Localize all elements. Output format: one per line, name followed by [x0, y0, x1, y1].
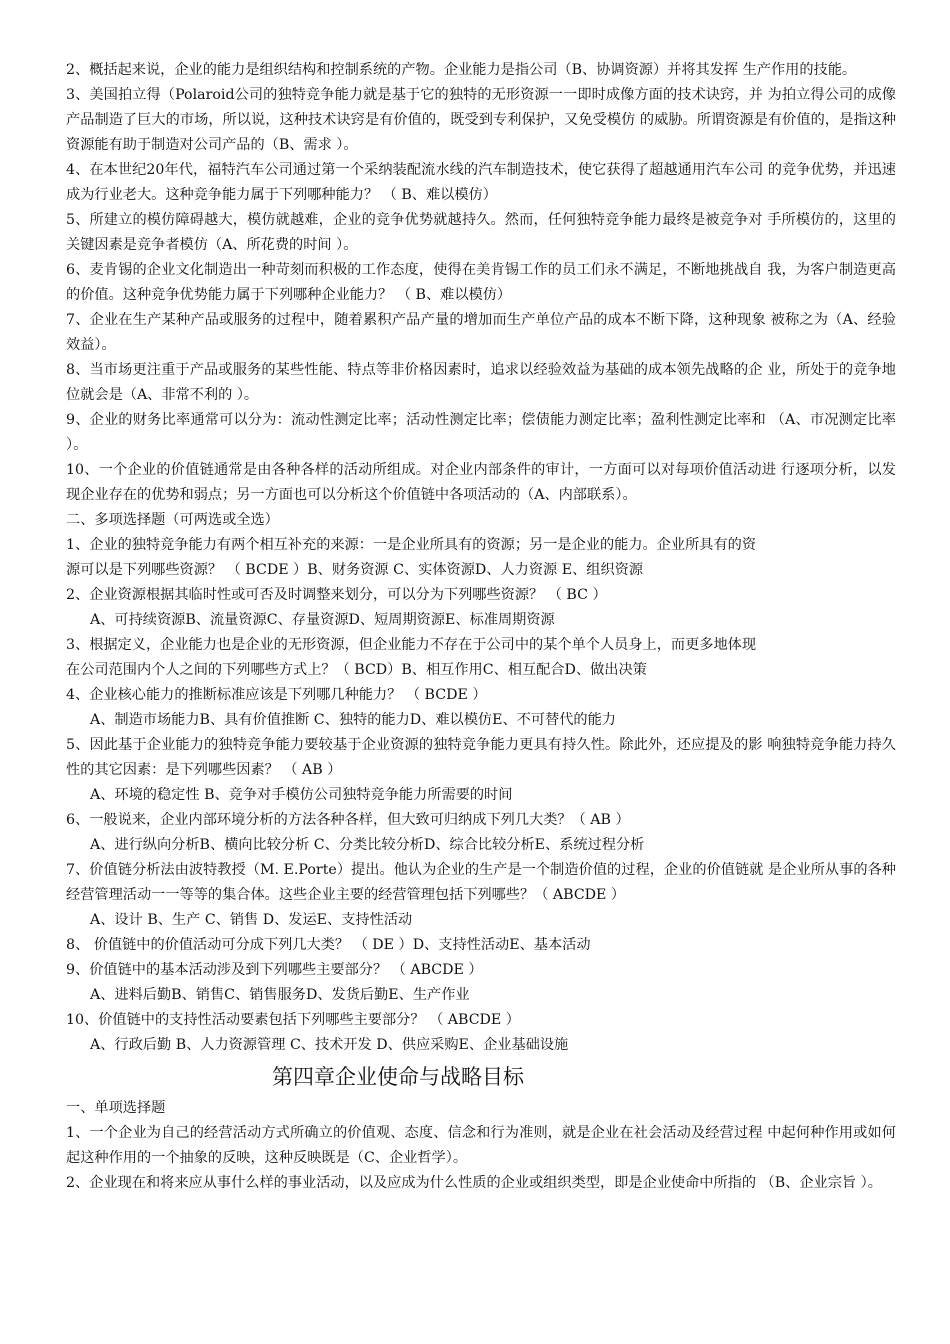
question-4: 4、在本世纪20年代，福特汽车公司通过第一个采纳装配流水线的汽车制造技术，使它获得了超越通用汽车公司 的竞争优势，并迅速成为行业老大。这种竞争能力属于下列哪种能力？ （ B、难以模仿） — [66, 162, 896, 203]
multi-q10: 10、价值链中的支持性活动要素包括下列哪些主要部分？ （ ABCDE ） — [66, 1012, 520, 1028]
multi-q4: 4、企业核心能力的推断标准应该是下列哪几种能力？ （ BCDE ） — [66, 687, 487, 703]
question-8: 8、当市场更注重于产品或服务的某些性能、特点等非价格因素时，追求以经验效益为基础的成本领先战略的企 业，所处于的竞争地位就会是（A、非常不利的 ）。 — [66, 362, 896, 403]
chapter4-sub-heading: 一、单项选择题 — [66, 1100, 166, 1116]
multi-q7: 7、价值链分析法由波特教授（M. E.Porte）提出。他认为企业的生产是一个制造价值的过程，企业的价值链就 是企业所从事的各种经营管理活动一一等等的集合体。这些企业主要的经营管理包括下列哪些？（ ABCDE ） — [66, 862, 896, 903]
multi-q5: 5、因此基于企业能力的独特竞争能力要较基于企业资源的独特竞争能力更具有持久性。除此外，还应提及的影 响独特竞争能力持久性的其它因素：是下列哪些因素？ （ AB ） — [66, 737, 896, 778]
multi-q7-options: A、设计 B、生产 C、销售 D、发运E、支持性活动 — [90, 912, 413, 928]
multi-q9-options: A、进料后勤B、销售C、销售服务D、发货后勤E、生产作业 — [90, 987, 470, 1003]
question-3: 3、美国拍立得（Polaroid公司的独特竞争能力就是基于它的独特的无形资源一一即时成像方面的技术诀窍，并 为拍立得公司的成像产品制造了巨大的市场，所以说，这种技术诀窍是有价值的，既受到专利保护，又免受模仿 的威胁。所谓资源是有价值的，是指这种资源能有助于制造对公司产品的（B、需求 ）。 — [66, 87, 896, 153]
multi-q8: 8、 价值链中的价值活动可分成下列几大类？ （ DE ）D、支持性活动E、基本活动 — [66, 937, 591, 953]
question-5: 5、所建立的模仿障碍越大，模仿就越难，企业的竞争优势就越持久。然而，任何独特竞争能力最终是被竞争对 手所模仿的，这里的关键因素是竞争者模仿（A、所花费的时间 ）。 — [66, 212, 896, 253]
multi-q9: 9、价值链中的基本活动涉及到下列哪些主要部分？ （ ABCDE ） — [66, 962, 483, 978]
multi-q3-line2: 在公司范围内个人之间的下列哪些方式上？（ BCD）B、相互作用C、相互配合D、做出决策 — [66, 662, 647, 678]
section-heading-multi: 二、多项选择题（可两选或全选） — [66, 512, 279, 528]
multi-q10-options: A、行政后勤 B、人力资源管理 C、技术开发 D、供应采购E、企业基础设施 — [90, 1037, 569, 1053]
question-10: 10、一个企业的价值链通常是由各种各样的活动所组成。对企业内部条件的审计，一方面可以对每项价值活动进 行逐项分析，以发现企业存在的优势和弱点；另一方面也可以分析这个价值链中各项活动的（A、内部联系）。 — [66, 462, 896, 503]
question-7: 7、企业在生产某种产品或服务的过程中，随着累积产品产量的增加而生产单位产品的成本不断下降，这种现象 被称之为（A、经验效益）。 — [66, 312, 896, 353]
multi-q2-options: A、可持续资源B、流量资源C、存量资源D、短周期资源E、标准周期资源 — [90, 612, 555, 628]
multi-q6: 6、一般说来，企业内部环境分析的方法各种各样，但大致可归纳成下列几大类？（ AB ） — [66, 812, 630, 828]
chapter4-question-1: 1、一个企业为自己的经营活动方式所确立的价值观、态度、信念和行为准则，就是企业在社会活动及经营过程 中起何种作用或如何起这种作用的一个抽象的反映，这种反映既是（C、企业哲学）。 — [66, 1125, 896, 1166]
multi-q6-options: A、进行纵向分析B、横向比较分析 C、分类比较分析D、综合比较分析E、系统过程分析 — [90, 837, 645, 853]
question-9: 9、企业的财务比率通常可以分为：流动性测定比率；活动性测定比率；偿债能力测定比率；盈利性测定比率和 （A、市况测定比率 ）。 — [66, 412, 896, 453]
document-page — [66, 58, 896, 1196]
chapter-title: 第四章企业使命与战略目标 — [272, 1065, 524, 1089]
multi-q4-options: A、制造市场能力B、具有价值推断 C、独特的能力D、难以模仿E、不可替代的能力 — [90, 712, 616, 728]
question-2: 2、概括起来说，企业的能力是组织结构和控制系统的产物。企业能力是指公司（B、协调资源）并将其发挥 生产作用的技能。 — [66, 62, 857, 78]
multi-q1-line1: 1、企业的独特竞争能力有两个相互补充的来源：一是企业所具有的资源；另一是企业的能力。企业所具有的资 — [66, 537, 757, 553]
multi-q1-line2: 源可以是下列哪些资源？ （ BCDE ）B、财务资源 C、实体资源D、人力资源 E、组织资源 — [66, 562, 644, 578]
multi-q5-options: A、环境的稳定性 B、竞争对手模仿公司独特竞争能力所需要的时间 — [90, 787, 513, 803]
multi-q3-line1: 3、根据定义，企业能力也是企业的无形资源，但企业能力不存在于公司中的某个单个人员身上，而更多地体现 — [66, 637, 757, 653]
chapter4-question-2: 2、企业现在和将来应从事什么样的事业活动，以及应成为什么性质的企业或组织类型，即是企业使命中所指的 （B、企业宗旨 ）。 — [66, 1175, 882, 1191]
multi-q2: 2、企业资源根据其临时性或可否及时调整来划分，可以分为下列哪些资源？ （ BC ） — [66, 587, 607, 603]
question-6: 6、麦肯锡的企业文化制造出一种苛刻而积极的工作态度，使得在美肯锡工作的员工们永不满足，不断地挑战自 我，为客户制造更高的价值。这种竞争优势能力属于下列哪种企业能力？ （ B、难以模仿） — [66, 262, 896, 303]
